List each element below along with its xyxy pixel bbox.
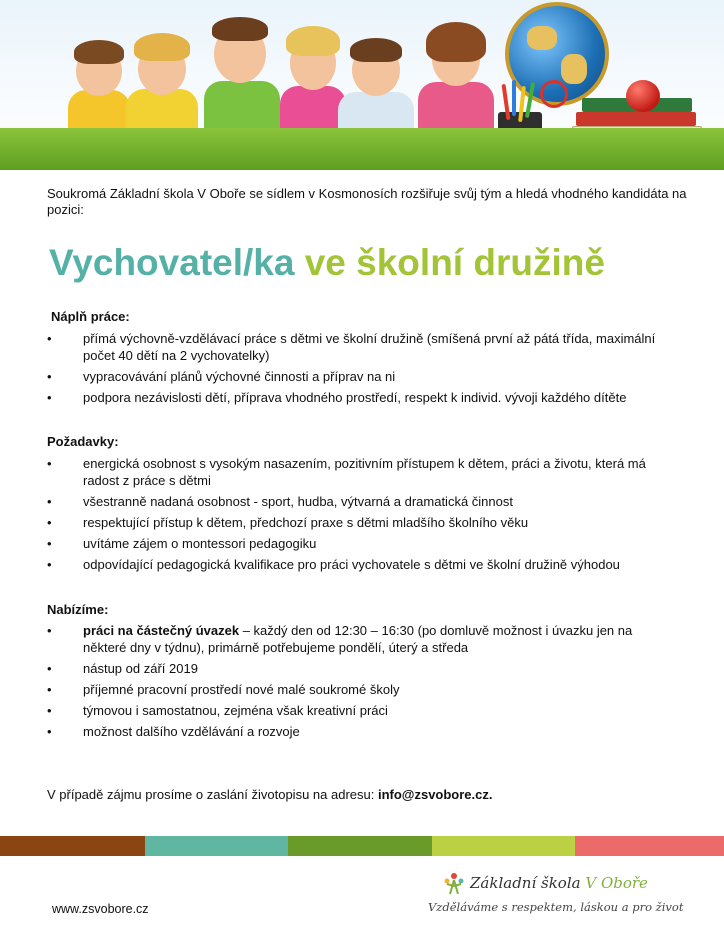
list-item-text: příjemné pracovní prostředí nové malé soukromé školy xyxy=(83,682,400,697)
list-item xyxy=(0,514,673,531)
stripe-lime xyxy=(432,836,575,856)
bullet: • xyxy=(47,623,52,638)
list-item-text: – každý den od 12:30 – 16:30 (po domluvě možnost i úvazku jen na některé dny v týdnu), primárně potřebujeme pondělí, úterý a středa xyxy=(83,623,633,655)
list-item-text: uvítáme zájem o montessori pedagogiku xyxy=(83,536,317,551)
pozadavky-list xyxy=(0,455,724,577)
section-heading-naplne: Náplň práce: xyxy=(51,309,130,324)
bullet: • xyxy=(47,456,52,471)
list-item-text: podpora nezávislosti dětí, příprava vhodného prostředí, respekt k individ. vývoji každého dítěte xyxy=(83,390,627,405)
list-item xyxy=(0,702,673,719)
title-part-teal: Vychovatel/ka xyxy=(49,242,295,283)
child-figure xyxy=(122,25,202,140)
bullet: • xyxy=(47,557,52,572)
list-item-text: nástup od září 2019 xyxy=(83,661,198,676)
list-item xyxy=(0,556,673,573)
list-item xyxy=(0,622,673,656)
apple-illustration xyxy=(626,80,660,112)
list-item-text: přímá výchovně-vzdělávací práce s dětmi ve školní družině (smíšená první až pátá třída, maximální počet 40 dětí na 2 vychovatelky) xyxy=(83,331,656,363)
bullet: • xyxy=(47,494,52,509)
intro-text: Soukromá Základní škola V Oboře se sídlem v Kosmonosích rozšiřuje svůj tým a hledá vhodného kandidáta na pozici: xyxy=(47,186,687,217)
section-heading-pozadavky: Požadavky: xyxy=(47,434,119,449)
list-item xyxy=(0,535,673,552)
list-item xyxy=(0,455,673,489)
contact-email[interactable]: info@zsvobore.cz. xyxy=(377,787,493,802)
school-logo xyxy=(428,874,710,922)
list-item-text: odpovídající pedagogická kvalifikace pro práci vychovatele s dětmi ve školní družině výhodou xyxy=(83,557,620,572)
website-link[interactable]: www.zsvobore.cz xyxy=(52,902,149,916)
list-item xyxy=(0,681,673,698)
stripe-green xyxy=(288,836,432,856)
title-part-lime: ve školní družině xyxy=(304,242,605,283)
naplne-list xyxy=(0,330,724,410)
list-item-text: možnost dalšího vzdělávání a rozvoje xyxy=(83,724,300,739)
nabizime-list xyxy=(0,622,724,744)
school-logo-icon xyxy=(442,872,466,896)
list-item-text: respektující přístup k dětem, předchozí praxe s dětmi mladšího školního věku xyxy=(83,515,529,530)
list-item xyxy=(0,330,673,364)
stripe-teal xyxy=(145,836,288,856)
child-figure xyxy=(198,5,284,140)
bullet: • xyxy=(47,390,52,405)
bullet: • xyxy=(47,661,52,676)
page-title xyxy=(49,242,605,284)
logo-tagline: Vzděláváme s respektem, láskou a pro život xyxy=(428,900,684,914)
bullet: • xyxy=(47,536,52,551)
child-figure xyxy=(414,12,498,140)
section-heading-nabizime: Nabízíme: xyxy=(47,602,109,617)
list-item-text: týmovou i samostatnou, zejména však kreativní práci xyxy=(83,703,388,718)
header-photo xyxy=(0,0,724,170)
list-item-text: všestranně nadaná osobnost - sport, hudba, výtvarná a dramatická činnost xyxy=(83,494,513,509)
bullet: • xyxy=(47,724,52,739)
list-item xyxy=(0,368,673,385)
logo-name-main: Základní škola xyxy=(470,874,586,892)
grass-strip xyxy=(0,128,724,170)
stripe-brown xyxy=(0,836,145,856)
scissors-illustration xyxy=(540,80,568,108)
list-item-text: energická osobnost s vysokým nasazením, pozitivním přístupem k dětem, práci a životu, která má radost z práce s dětmi xyxy=(83,456,646,488)
closing-sentence: V případě zájmu prosíme o zaslání životopisu na adresu: xyxy=(47,787,378,802)
list-item-text: vypracovávání plánů výchovné činnosti a příprav na ni xyxy=(83,369,396,384)
closing-text xyxy=(47,787,493,802)
list-item xyxy=(0,660,673,677)
logo-name-accent: V Oboře xyxy=(585,874,648,892)
bullet: • xyxy=(47,369,52,384)
bullet: • xyxy=(47,331,52,346)
child-figure xyxy=(334,30,418,140)
bullet: • xyxy=(47,682,52,697)
list-item xyxy=(0,389,673,406)
logo-name xyxy=(470,874,648,892)
bullet: • xyxy=(47,515,52,530)
stripe-pink xyxy=(575,836,724,856)
list-item-bold-text: práci na částečný úvazek xyxy=(83,623,240,638)
bullet: • xyxy=(47,703,52,718)
list-item xyxy=(0,493,673,510)
list-item xyxy=(0,723,673,740)
